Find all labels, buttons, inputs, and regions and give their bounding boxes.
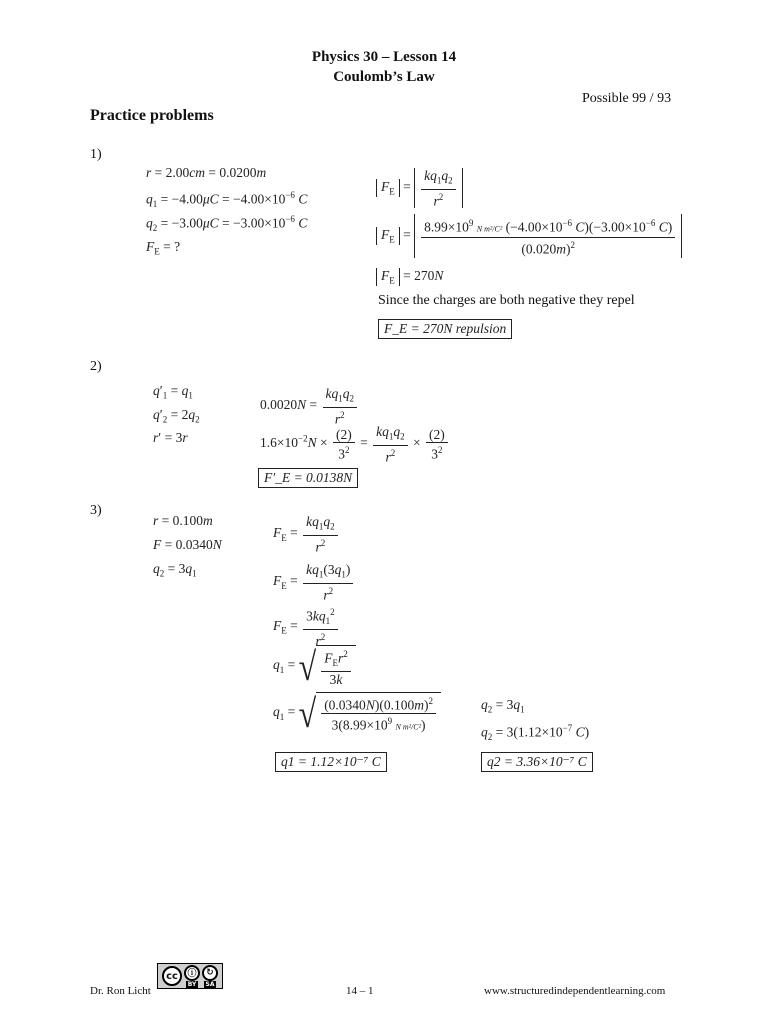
p1-given-r: r = 2.00cm = 0.0200m bbox=[146, 165, 267, 180]
p1-note: Since the charges are both negative they repel bbox=[378, 293, 635, 308]
p2-given-q2: $q'_2 = 2q_2$ bbox=[153, 407, 200, 425]
p3-q2-step-2: $q_2 = 3(1.12\times 10^{-7}$ C) bbox=[481, 723, 590, 743]
footer-page-number: 14 – 1 bbox=[346, 985, 374, 997]
p2-equation-1: 0.0020N = $\frac{kq_1q_2}{r^2}$ bbox=[260, 386, 359, 426]
p3-step-4: $q_1$ = √ $\frac{F_Er^2}{3k}$ bbox=[273, 645, 356, 687]
p1-given-q2: $q_2 = -3.00\mu C = -3.00\times 10^{-6}$ C bbox=[146, 214, 308, 234]
p2-given-q1: $q'_1 = q_1$ bbox=[153, 383, 193, 401]
problem-number-2: 2) bbox=[90, 359, 102, 374]
p1-unknown-fe: $F_E$ = ? bbox=[146, 239, 181, 257]
p3-given-f: F = 0.0340N bbox=[153, 537, 222, 552]
possible-marks: Possible 99 / 93 bbox=[582, 91, 672, 106]
p2-given-r: r′ = 3r bbox=[153, 430, 188, 445]
section-title: Practice problems bbox=[90, 107, 214, 124]
cc-by-sa-icon: cc ⓘ BY ↻ SA bbox=[157, 963, 223, 989]
footer-author: Dr. Ron Licht bbox=[90, 985, 151, 997]
p3-step-5: $q_1$ = √ $\frac{(0.0340N)(0.100m)^2}{3(8.99\times 10^9 N m^2/C^2)}$ bbox=[273, 692, 441, 734]
p1-result: $F_E = 270N$ bbox=[376, 268, 443, 286]
problem-number-1: 1) bbox=[90, 147, 102, 162]
p1-formula: $F_E$ = $\frac{kq_1q_2}{r^2}$ bbox=[376, 168, 463, 208]
problem-number-3: 3) bbox=[90, 503, 102, 518]
p3-answer-box-q2: q2 = 3.36×10⁻⁷ C bbox=[481, 752, 593, 772]
p3-step-3: $F_E$ = $\frac{3kq_1^2}{r^2}$ bbox=[273, 605, 340, 649]
p3-given-r: r = 0.100m bbox=[153, 513, 213, 528]
p2-equation-2: $1.6\times 10^{-2}N$ × $\frac{(2)}{3^2}$ = $\frac{kq_1q_2}{r^2}$ × $\frac{(2)}{3^2}$ bbox=[260, 424, 450, 464]
p3-given-q2: $q_2 = 3q_1$ bbox=[153, 561, 197, 579]
p3-step-1: $F_E$ = $\frac{kq_1q_2}{r^2}$ bbox=[273, 514, 340, 554]
p3-answer-box-q1: q1 = 1.12×10⁻⁷ C bbox=[275, 752, 387, 772]
p2-answer-box: F′_E = 0.0138N bbox=[258, 468, 358, 488]
p3-step-2: $F_E$ = $\frac{kq_1(3q_1)}{r^2}$ bbox=[273, 562, 355, 602]
page-title: Physics 30 – Lesson 14 bbox=[311, 49, 457, 65]
p3-q2-step-1: $q_2 = 3q_1$ bbox=[481, 697, 525, 715]
page-subtitle: Coulomb’s Law bbox=[333, 69, 435, 85]
p1-answer-box: F_E = 270N repulsion bbox=[378, 319, 512, 339]
p1-given-q1: $q_1 = -4.00\mu C = -4.00\times 10^{-6}$ C bbox=[146, 190, 308, 210]
p1-substitution: $F_E$ = $\frac{8.99\times 10^9 N m^2/C^2 (-4.00\times 10^{-6} C)(-3.00\times 10^{-6} C)}{(0.020m)^2}$ bbox=[376, 214, 682, 258]
footer-url[interactable]: www.structuredindependentlearning.com bbox=[484, 985, 666, 997]
